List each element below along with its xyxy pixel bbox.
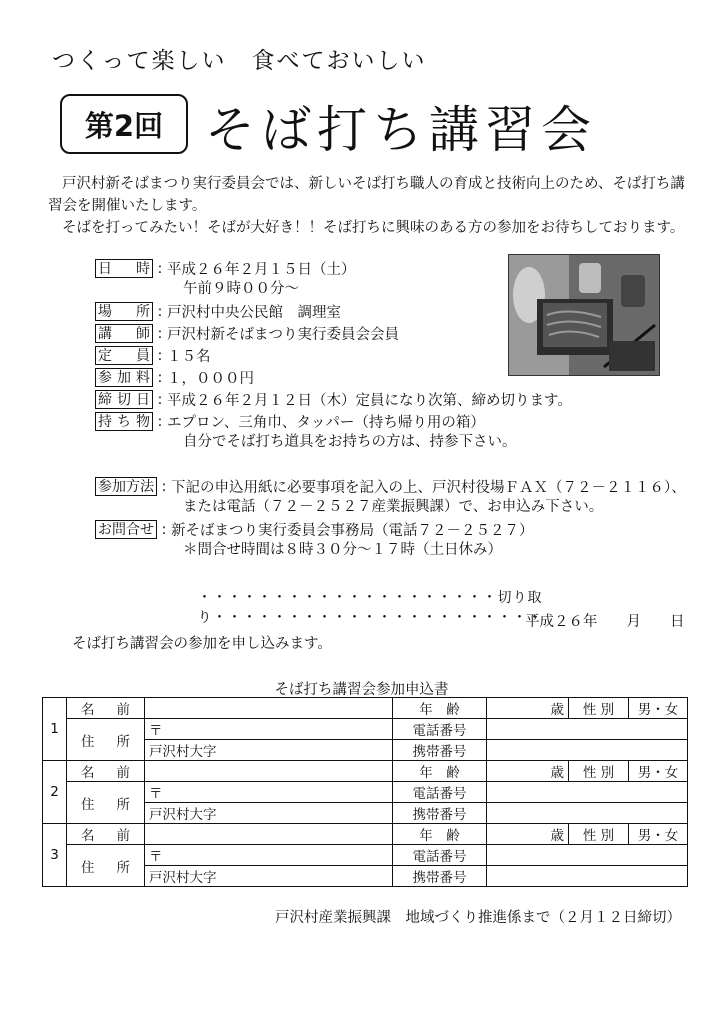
detail-fee: 参加料 : １，０００円 <box>95 367 254 388</box>
mobile-field[interactable] <box>487 866 688 887</box>
intro-line-1: 戸沢村新そばまつり実行委員会では、新しいそば打ち職人の育成と技術向上のため、そば打ち講 <box>62 176 685 192</box>
age-label: 年 齢 <box>393 761 487 782</box>
address-label: 住 所 <box>67 782 145 824</box>
mobile-field[interactable] <box>487 740 688 761</box>
inquiry: お問合せ : 新そばまつり実行委員会事務局（電話７２－２５２７） <box>95 519 534 540</box>
detail-belongings-note: 自分でそば打ち道具をお持ちの方は、持参下さい。 <box>183 434 517 450</box>
application-date: 平成２６年 月 日 <box>525 614 685 630</box>
entry-number: 1 <box>43 698 67 761</box>
address-label: 住 所 <box>67 845 145 887</box>
detail-value: １，０００円 <box>167 371 254 387</box>
detail-capacity: 定員 : １５名 <box>95 345 211 366</box>
intro-line-2: 習会を開催いたします。 <box>48 198 207 214</box>
form-row-1-phone <box>43 719 688 740</box>
age-field[interactable]: 歳 <box>487 698 569 719</box>
detail-label: 日時 <box>95 259 153 278</box>
name-field[interactable] <box>145 698 393 719</box>
mobile-label: 携帯番号 <box>393 866 487 887</box>
postal-field[interactable]: 〒 <box>145 719 393 740</box>
apply-statement: そば打ち講習会の参加を申し込みます。 <box>72 636 332 652</box>
cut-dots-right: ・・・・・・・・・・・・・・・・・・・・・・ <box>212 610 543 626</box>
detail-label: 持ち物 <box>95 412 153 431</box>
detail-label: 場所 <box>95 302 153 321</box>
sex-field[interactable]: 男・女 <box>629 698 688 719</box>
session-badge: 第2回 <box>60 94 188 154</box>
intro-line-3: そばを打ってみたい！そばが大好き！！そば打ちに興味のある方の参加をお待ちしております。 <box>62 220 685 236</box>
phone-field[interactable] <box>487 845 688 866</box>
detail-label: 締切日 <box>95 390 153 409</box>
name-field[interactable] <box>145 824 393 845</box>
address-field[interactable]: 戸沢村大字 <box>145 740 393 761</box>
detail-value: 戸沢村新そばまつり実行委員会会員 <box>167 327 399 343</box>
cut-dots-left: ・・・・・・・・・・・・・・・・・・・・ <box>197 590 498 606</box>
phone-field[interactable] <box>487 782 688 803</box>
page-title: そば打ち講習会 <box>205 101 597 159</box>
sex-field[interactable]: 男・女 <box>629 824 688 845</box>
inquiry-label: お問合せ <box>95 520 157 539</box>
inquiry-line-2: ＊問合せ時間は８時３０分～１７時（土日休み） <box>183 542 502 558</box>
address-field[interactable]: 戸沢村大字 <box>145 803 393 824</box>
detail-label: 講師 <box>95 324 153 343</box>
method-line-1: 下記の申込用紙に必要事項を記入の上、戸沢村役場ＦＡＸ（７２－２１１６）、 <box>171 480 686 496</box>
name-label: 名 前 <box>67 698 145 719</box>
entry-number: 3 <box>43 824 67 887</box>
detail-instructor: 講師 : 戸沢村新そばまつり実行委員会会員 <box>95 323 399 344</box>
form-row-1-name <box>43 698 688 719</box>
form-row-3-phone <box>43 845 688 866</box>
detail-date-time: 午前９時００分～ <box>183 281 299 297</box>
catchphrase: つくって楽しい 食べておいしい <box>52 48 427 74</box>
age-label: 年 齢 <box>393 698 487 719</box>
cut-label: 切り取り <box>197 590 543 626</box>
mobile-label: 携帯番号 <box>393 803 487 824</box>
age-label: 年 齢 <box>393 824 487 845</box>
detail-label: 定員 <box>95 346 153 365</box>
method-line-2: または電話（７２－２５２７産業振興課）で、お申込み下さい。 <box>183 499 604 515</box>
sex-field[interactable]: 男・女 <box>629 761 688 782</box>
mobile-field[interactable] <box>487 803 688 824</box>
name-label: 名 前 <box>67 761 145 782</box>
postal-field[interactable]: 〒 <box>145 782 393 803</box>
phone-field[interactable] <box>487 719 688 740</box>
detail-date: 日時 : 平成２６年２月１５日（土） <box>95 258 356 279</box>
detail-value: １５名 <box>167 349 211 365</box>
soba-photo <box>508 254 660 376</box>
apply-method: 参加方法 : 下記の申込用紙に必要事項を記入の上、戸沢村役場ＦＡＸ（７２－２１１６）、 <box>95 476 686 497</box>
sex-label: 性 別 <box>569 761 629 782</box>
address-label: 住 所 <box>67 719 145 761</box>
age-field[interactable]: 歳 <box>487 824 569 845</box>
detail-value: 平成２６年２月１５日（土） <box>167 262 356 278</box>
name-field[interactable] <box>145 761 393 782</box>
phone-label: 電話番号 <box>393 845 487 866</box>
age-field[interactable]: 歳 <box>487 761 569 782</box>
detail-value: エプロン、三角巾、タッパー（持ち帰り用の箱） <box>167 415 485 431</box>
form-row-2-name <box>43 761 688 782</box>
name-label: 名 前 <box>67 824 145 845</box>
sex-label: 性 別 <box>569 824 629 845</box>
detail-belongings: 持ち物 : エプロン、三角巾、タッパー（持ち帰り用の箱） <box>95 411 485 432</box>
method-label: 参加方法 <box>95 477 157 496</box>
address-field[interactable]: 戸沢村大字 <box>145 866 393 887</box>
form-row-2-phone <box>43 782 688 803</box>
detail-deadline: 締切日 : 平成２６年２月１２日（木）定員になり次第、締め切ります。 <box>95 389 572 410</box>
phone-label: 電話番号 <box>393 719 487 740</box>
entry-number: 2 <box>43 761 67 824</box>
form-row-3-name <box>43 824 688 845</box>
mobile-label: 携帯番号 <box>393 740 487 761</box>
sex-label: 性 別 <box>569 698 629 719</box>
detail-value: 平成２６年２月１２日（木）定員になり次第、締め切ります。 <box>167 393 572 409</box>
inquiry-line-1: 新そばまつり実行委員会事務局（電話７２－２５２７） <box>171 523 534 539</box>
detail-place: 場所 : 戸沢村中央公民館 調理室 <box>95 301 341 322</box>
application-form <box>42 697 688 887</box>
form-title: そば打ち講習会参加申込書 <box>274 682 449 698</box>
footer-contact: 戸沢村産業振興課 地域づくり推進係まで（２月１２日締切） <box>275 910 681 926</box>
detail-label: 参加料 <box>95 368 153 387</box>
postal-field[interactable]: 〒 <box>145 845 393 866</box>
detail-value: 戸沢村中央公民館 調理室 <box>167 305 341 321</box>
phone-label: 電話番号 <box>393 782 487 803</box>
